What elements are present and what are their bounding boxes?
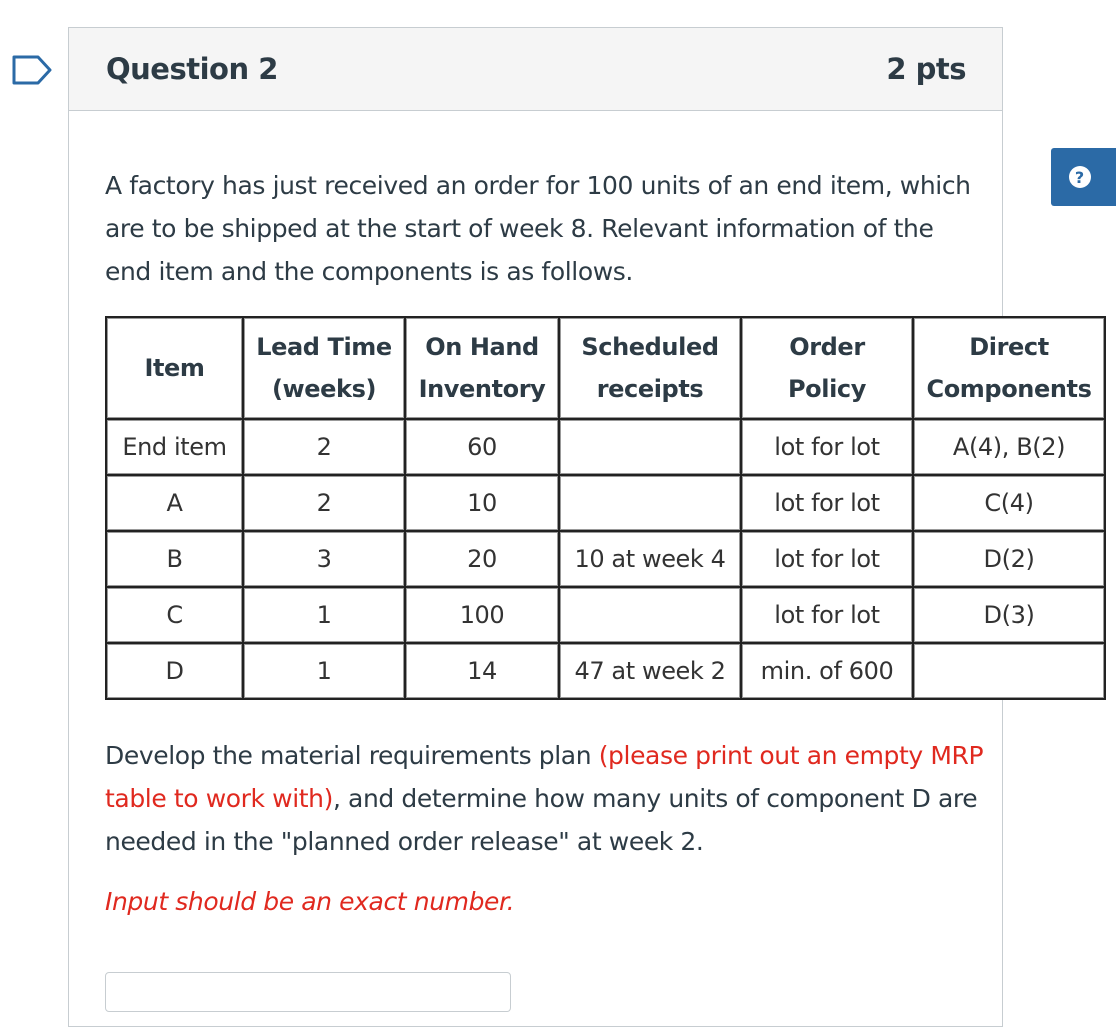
table-cell bbox=[560, 588, 740, 642]
table-cell: 20 bbox=[406, 532, 558, 586]
table-cell: 60 bbox=[406, 420, 558, 474]
question-task bbox=[105, 734, 985, 863]
table-cell: D(2) bbox=[914, 532, 1104, 586]
table-cell: lot for lot bbox=[742, 588, 912, 642]
table-cell: D bbox=[107, 644, 242, 698]
question-points: 2 pts bbox=[886, 52, 966, 86]
table-cell: min. of 600 bbox=[742, 644, 912, 698]
table-cell: B bbox=[107, 532, 242, 586]
table-cell bbox=[914, 644, 1104, 698]
table-cell: 100 bbox=[406, 588, 558, 642]
question-header bbox=[69, 28, 1002, 111]
header-on-hand: On Hand Inventory bbox=[406, 318, 558, 418]
answer-input[interactable] bbox=[105, 972, 511, 1012]
header-direct-components: Direct Components bbox=[914, 318, 1104, 418]
table-header-row bbox=[107, 318, 1104, 418]
header-item: Item bbox=[107, 318, 242, 418]
table-cell: 2 bbox=[244, 420, 404, 474]
table-cell: 3 bbox=[244, 532, 404, 586]
table-cell: D(3) bbox=[914, 588, 1104, 642]
table-row bbox=[107, 420, 1104, 474]
table-cell: lot for lot bbox=[742, 476, 912, 530]
task-prefix: Develop the material requirements plan bbox=[105, 741, 599, 770]
table-cell: A(4), B(2) bbox=[914, 420, 1104, 474]
table-row bbox=[107, 644, 1104, 698]
question-title: Question 2 bbox=[106, 52, 278, 86]
table-cell: End item bbox=[107, 420, 242, 474]
table-cell: 10 bbox=[406, 476, 558, 530]
table-cell: 1 bbox=[244, 644, 404, 698]
table-cell bbox=[560, 420, 740, 474]
table-cell: lot for lot bbox=[742, 532, 912, 586]
task-suffix: , and determine how many units of component D are needed in the "planned order release" at week 2. bbox=[105, 784, 978, 856]
table-cell: C(4) bbox=[914, 476, 1104, 530]
table-row bbox=[107, 588, 1104, 642]
table-row bbox=[107, 476, 1104, 530]
help-button[interactable] bbox=[1051, 148, 1116, 206]
table-cell: lot for lot bbox=[742, 420, 912, 474]
question-intro: A factory has just received an order for 100 units of an end item, which are to be shipped at the start of week 8. Relevant information of the end item and the components is as follows. bbox=[105, 171, 971, 286]
table-cell: 10 at week 4 bbox=[560, 532, 740, 586]
bookmark-flag-icon[interactable] bbox=[12, 55, 52, 85]
input-instruction: Input should be an exact number. bbox=[105, 887, 515, 916]
table-cell: 1 bbox=[244, 588, 404, 642]
table-cell: C bbox=[107, 588, 242, 642]
table-cell: 2 bbox=[244, 476, 404, 530]
table-row bbox=[107, 532, 1104, 586]
help-icon: ? bbox=[1069, 166, 1091, 188]
table-cell: 47 at week 2 bbox=[560, 644, 740, 698]
table-cell: 14 bbox=[406, 644, 558, 698]
table-cell: A bbox=[107, 476, 242, 530]
header-lead-time: Lead Time (weeks) bbox=[244, 318, 404, 418]
header-order-policy: Order Policy bbox=[742, 318, 912, 418]
header-scheduled-receipts: Scheduled receipts bbox=[560, 318, 740, 418]
table-cell bbox=[560, 476, 740, 530]
task-highlight: (please print out an empty MRP table to work with) bbox=[105, 741, 984, 813]
item-info-table bbox=[105, 316, 1106, 700]
